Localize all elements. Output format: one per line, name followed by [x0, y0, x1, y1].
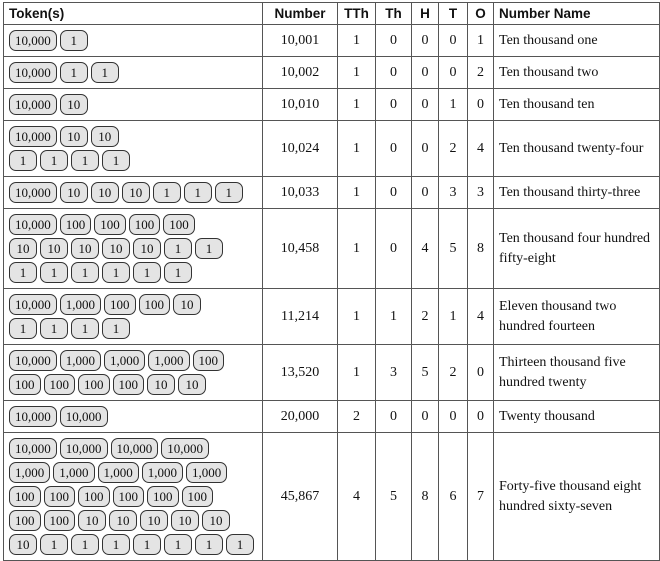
place-value-token: 100	[78, 486, 110, 507]
header-row	[4, 3, 660, 25]
thousands-digit: 3	[376, 345, 412, 401]
hundreds-digit: 0	[412, 25, 439, 57]
tens-digit: 1	[439, 289, 468, 345]
number-cell: 11,214	[263, 289, 338, 345]
place-value-token: 10,000	[60, 438, 108, 459]
place-value-token: 10	[9, 534, 37, 555]
ten-thousands-digit: 1	[338, 177, 376, 209]
token-line	[9, 294, 258, 315]
number-name-cell: Thirteen thousand five hundred twenty	[494, 345, 660, 401]
table-row	[4, 433, 660, 561]
place-value-token: 1	[164, 238, 192, 259]
place-value-token: 10	[60, 126, 88, 147]
tokens-cell	[4, 289, 263, 345]
place-value-token: 1	[71, 262, 99, 283]
place-value-token: 100	[163, 214, 195, 235]
token-line	[9, 406, 258, 427]
place-value-token: 1	[184, 182, 212, 203]
number-cell: 10,033	[263, 177, 338, 209]
ones-digit: 1	[468, 25, 494, 57]
tens-digit: 0	[439, 57, 468, 89]
place-value-token: 1	[40, 150, 68, 171]
tokens-cell	[4, 401, 263, 433]
place-value-token: 10	[178, 374, 206, 395]
place-value-token: 1	[133, 262, 161, 283]
place-value-token: 1	[102, 534, 130, 555]
header-ten-thousands: TTh	[338, 3, 376, 25]
place-value-token: 10	[102, 238, 130, 259]
place-value-token: 1	[102, 318, 130, 339]
table-row	[4, 401, 660, 433]
token-line	[9, 238, 258, 259]
place-value-token: 1	[60, 62, 88, 83]
place-value-token: 1	[40, 318, 68, 339]
number-cell: 10,001	[263, 25, 338, 57]
place-value-token: 10	[133, 238, 161, 259]
number-cell: 10,010	[263, 89, 338, 121]
number-cell: 13,520	[263, 345, 338, 401]
ones-digit: 8	[468, 209, 494, 289]
number-cell: 10,458	[263, 209, 338, 289]
place-value-token: 1	[215, 182, 243, 203]
place-value-token: 1	[164, 534, 192, 555]
place-value-token: 10,000	[9, 94, 57, 115]
ten-thousands-digit: 1	[338, 121, 376, 177]
place-value-token: 1	[71, 534, 99, 555]
header-number-name: Number Name	[494, 3, 660, 25]
ones-digit: 0	[468, 345, 494, 401]
place-value-token: 1,000	[104, 350, 145, 371]
tokens-cell	[4, 57, 263, 89]
token-line	[9, 262, 258, 283]
tens-digit: 6	[439, 433, 468, 561]
place-value-token: 100	[113, 374, 145, 395]
header-hundreds: H	[412, 3, 439, 25]
place-value-token: 10	[147, 374, 175, 395]
place-value-token: 100	[44, 486, 76, 507]
tokens-cell	[4, 345, 263, 401]
tokens-cell	[4, 25, 263, 57]
thousands-digit: 0	[376, 57, 412, 89]
place-value-token: 1	[9, 262, 37, 283]
place-value-token: 100	[78, 374, 110, 395]
ten-thousands-digit: 4	[338, 433, 376, 561]
token-line	[9, 374, 258, 395]
token-line	[9, 534, 258, 555]
place-value-token: 10,000	[9, 182, 57, 203]
thousands-digit: 1	[376, 289, 412, 345]
place-value-token: 10	[60, 182, 88, 203]
place-value-token: 1	[102, 150, 130, 171]
table-row	[4, 25, 660, 57]
number-cell: 10,002	[263, 57, 338, 89]
place-value-token: 100	[9, 486, 41, 507]
place-value-table	[3, 2, 660, 561]
place-value-token: 10	[78, 510, 106, 531]
place-value-token: 1	[40, 534, 68, 555]
place-value-token: 10	[202, 510, 230, 531]
ten-thousands-digit: 1	[338, 209, 376, 289]
hundreds-digit: 0	[412, 401, 439, 433]
place-value-token: 10,000	[161, 438, 209, 459]
tokens-cell	[4, 121, 263, 177]
thousands-digit: 0	[376, 209, 412, 289]
token-line	[9, 126, 258, 147]
place-value-token: 100	[60, 214, 92, 235]
place-value-token: 100	[94, 214, 126, 235]
place-value-token: 100	[44, 510, 76, 531]
place-value-token: 10	[9, 238, 37, 259]
tens-digit: 2	[439, 121, 468, 177]
ones-digit: 3	[468, 177, 494, 209]
table-row	[4, 345, 660, 401]
thousands-digit: 0	[376, 121, 412, 177]
place-value-token: 100	[193, 350, 225, 371]
table-body	[4, 25, 660, 561]
place-value-token: 100	[113, 486, 145, 507]
number-name-cell: Ten thousand two	[494, 57, 660, 89]
number-cell: 10,024	[263, 121, 338, 177]
place-value-token: 10,000	[9, 294, 57, 315]
token-line	[9, 438, 258, 459]
place-value-token: 100	[9, 510, 41, 531]
ones-digit: 4	[468, 121, 494, 177]
place-value-token: 1,000	[186, 462, 227, 483]
place-value-token: 100	[44, 374, 76, 395]
place-value-token: 1	[133, 534, 161, 555]
token-line	[9, 150, 258, 171]
place-value-token: 100	[129, 214, 161, 235]
place-value-token: 10,000	[9, 350, 57, 371]
place-value-token: 10,000	[9, 62, 57, 83]
number-cell: 20,000	[263, 401, 338, 433]
ten-thousands-digit: 1	[338, 289, 376, 345]
place-value-token: 1	[9, 318, 37, 339]
place-value-token: 10	[109, 510, 137, 531]
thousands-digit: 0	[376, 89, 412, 121]
hundreds-digit: 4	[412, 209, 439, 289]
number-name-cell: Ten thousand twenty-four	[494, 121, 660, 177]
thousands-digit: 5	[376, 433, 412, 561]
ones-digit: 0	[468, 89, 494, 121]
place-value-token: 10	[60, 94, 88, 115]
tens-digit: 0	[439, 25, 468, 57]
hundreds-digit: 0	[412, 89, 439, 121]
place-value-token: 1	[40, 262, 68, 283]
place-value-token: 1,000	[142, 462, 183, 483]
place-value-token: 1	[71, 318, 99, 339]
number-name-cell: Ten thousand thirty-three	[494, 177, 660, 209]
place-value-token: 1	[153, 182, 181, 203]
place-value-token: 1,000	[60, 350, 101, 371]
tens-digit: 2	[439, 345, 468, 401]
place-value-token: 10	[122, 182, 150, 203]
place-value-token: 10,000	[9, 214, 57, 235]
tokens-cell	[4, 177, 263, 209]
hundreds-digit: 8	[412, 433, 439, 561]
place-value-token: 1	[71, 150, 99, 171]
number-cell: 45,867	[263, 433, 338, 561]
token-line	[9, 318, 258, 339]
place-value-token: 10,000	[111, 438, 159, 459]
ten-thousands-digit: 1	[338, 25, 376, 57]
place-value-token: 1	[164, 262, 192, 283]
place-value-token: 10,000	[9, 126, 57, 147]
place-value-token: 1	[102, 262, 130, 283]
tens-digit: 1	[439, 89, 468, 121]
place-value-token: 1,000	[148, 350, 189, 371]
place-value-token: 10	[40, 238, 68, 259]
ten-thousands-digit: 1	[338, 57, 376, 89]
token-line	[9, 462, 258, 483]
place-value-token: 100	[104, 294, 136, 315]
place-value-token: 1,000	[98, 462, 139, 483]
place-value-token: 1,000	[9, 462, 50, 483]
place-value-token: 100	[139, 294, 171, 315]
place-value-token: 1,000	[53, 462, 94, 483]
tokens-cell	[4, 209, 263, 289]
tokens-cell	[4, 433, 263, 561]
tens-digit: 3	[439, 177, 468, 209]
table-row	[4, 177, 660, 209]
place-value-token: 1	[91, 62, 119, 83]
table-row	[4, 121, 660, 177]
header-tens: T	[439, 3, 468, 25]
tens-digit: 0	[439, 401, 468, 433]
hundreds-digit: 2	[412, 289, 439, 345]
table-row	[4, 209, 660, 289]
place-value-token: 10	[91, 182, 119, 203]
table-row	[4, 89, 660, 121]
ten-thousands-digit: 1	[338, 89, 376, 121]
token-line	[9, 94, 258, 115]
place-value-token: 10	[140, 510, 168, 531]
number-name-cell: Twenty thousand	[494, 401, 660, 433]
ten-thousands-digit: 2	[338, 401, 376, 433]
place-value-token: 10	[71, 238, 99, 259]
token-line	[9, 182, 258, 203]
header-number: Number	[263, 3, 338, 25]
ones-digit: 0	[468, 401, 494, 433]
place-value-token: 100	[9, 374, 41, 395]
ones-digit: 2	[468, 57, 494, 89]
hundreds-digit: 5	[412, 345, 439, 401]
place-value-token: 1,000	[60, 294, 101, 315]
thousands-digit: 0	[376, 25, 412, 57]
token-line	[9, 62, 258, 83]
header-thousands: Th	[376, 3, 412, 25]
ones-digit: 7	[468, 433, 494, 561]
number-name-cell: Ten thousand one	[494, 25, 660, 57]
place-value-token: 1	[9, 150, 37, 171]
header-tokens: Token(s)	[4, 3, 263, 25]
thousands-digit: 0	[376, 177, 412, 209]
hundreds-digit: 0	[412, 177, 439, 209]
place-value-token: 10	[173, 294, 201, 315]
hundreds-digit: 0	[412, 121, 439, 177]
place-value-token: 1	[226, 534, 254, 555]
token-line	[9, 350, 258, 371]
place-value-token: 10	[171, 510, 199, 531]
ten-thousands-digit: 1	[338, 345, 376, 401]
thousands-digit: 0	[376, 401, 412, 433]
place-value-token: 10,000	[9, 406, 57, 427]
number-name-cell: Ten thousand ten	[494, 89, 660, 121]
number-name-cell: Eleven thousand two hundred fourteen	[494, 289, 660, 345]
token-line	[9, 486, 258, 507]
number-name-cell: Forty-five thousand eight hundred sixty-seven	[494, 433, 660, 561]
ones-digit: 4	[468, 289, 494, 345]
token-line	[9, 214, 258, 235]
place-value-token: 10,000	[9, 30, 57, 51]
table-row	[4, 57, 660, 89]
header-ones: O	[468, 3, 494, 25]
place-value-token: 100	[147, 486, 179, 507]
place-value-token: 10	[91, 126, 119, 147]
place-value-token: 10,000	[60, 406, 108, 427]
tens-digit: 5	[439, 209, 468, 289]
number-name-cell: Ten thousand four hundred fifty-eight	[494, 209, 660, 289]
hundreds-digit: 0	[412, 57, 439, 89]
place-value-token: 1	[195, 238, 223, 259]
place-value-token: 1	[60, 30, 88, 51]
place-value-token: 1	[195, 534, 223, 555]
place-value-token: 10,000	[9, 438, 57, 459]
token-line	[9, 510, 258, 531]
place-value-token: 100	[182, 486, 214, 507]
tokens-cell	[4, 89, 263, 121]
token-line	[9, 30, 258, 51]
table-row	[4, 289, 660, 345]
